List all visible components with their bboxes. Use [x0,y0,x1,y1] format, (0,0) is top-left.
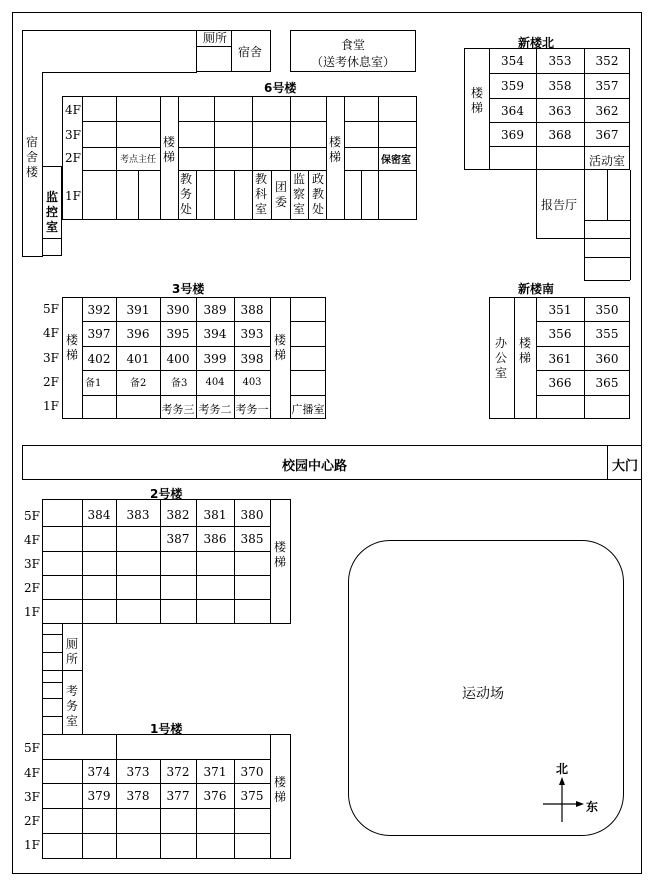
b3-line [290,370,326,371]
b3-room: 398 [240,352,264,366]
bs-line [536,370,630,371]
bn-room: 368 [548,128,572,142]
link-line [42,624,43,734]
link-line [62,624,63,734]
b2-floor: 2F [24,581,40,595]
b3-floor: 3F [43,351,59,365]
b6-jiaoke: 教科室 [254,172,267,216]
connector-line [630,170,631,280]
b2-floor: 4F [24,533,40,547]
b2-line [42,551,270,552]
b1-stair: 楼梯 [273,775,286,804]
b3-room: 397 [87,327,111,341]
b3-room: 394 [203,327,227,341]
b1-title: 1号楼 [150,722,183,736]
bs-office: 办公室 [494,336,507,380]
b2-room: 386 [203,532,227,546]
bs-room: 361 [548,352,572,366]
bn-room: 353 [548,54,572,68]
dorm-left-label: 宿舍楼 [25,135,38,179]
link-line [42,716,62,717]
bn-room: 364 [501,104,524,118]
b6-line [344,121,417,122]
link-line [82,624,83,734]
compass-east: 东 [586,800,599,814]
link-wc: 厕所 [65,637,78,666]
bn-stair: 楼梯 [470,86,483,115]
b3-floor: 5F [43,302,59,316]
b3-room: 388 [240,303,264,317]
b1-room: 374 [87,765,111,779]
b3-room: 402 [87,352,111,366]
bs-room: 355 [595,327,619,341]
b2-room: 387 [166,532,190,546]
b3-floor: 1F [43,399,59,413]
link-line [42,652,62,653]
report-hall: 报告厅 [541,198,578,212]
b2-room: 382 [166,508,190,522]
b3-kaowu1: 考务一 [235,403,269,416]
b3-stair-2: 楼梯 [273,333,286,362]
connector-line [584,238,630,239]
b6-baomi: 保密室 [381,155,411,166]
dorm-line [42,72,197,73]
b3-line [270,297,271,419]
b6-line [234,170,235,220]
b1-room: 379 [87,789,111,803]
b3-line [290,395,326,396]
b6-line [138,170,139,220]
b1-floor: 3F [24,790,40,804]
b6-line [82,170,160,171]
b6-line [344,147,417,148]
bn-room: 367 [595,128,619,142]
canteen-note: （送考休息室） [310,55,395,69]
b3-title: 3号楼 [172,282,205,296]
b2-room: 385 [240,532,264,546]
bn-room: 359 [501,79,524,93]
b1-room: 376 [203,789,227,803]
b3-broadcast: 广播室 [291,403,325,416]
bn-line [489,98,630,99]
b6-line [214,96,215,220]
b6-stair-2: 楼梯 [328,135,341,164]
b1-room: 375 [240,789,264,803]
b1-line [270,734,271,859]
bs-room: 360 [595,352,619,366]
b2-line [42,575,270,576]
dorm-line [22,30,197,31]
bn-room: 363 [548,104,572,118]
b6-line [290,96,291,220]
connector-line [584,280,630,281]
b2-room: 383 [126,508,150,522]
sports-field-label: 运动场 [462,686,504,702]
b1-floor: 2F [24,814,40,828]
road-label: 校园中心路 [282,459,348,474]
b6-line [116,96,117,220]
top-wc-label: 厕所 [203,31,228,45]
b6-line [196,170,197,220]
bs-room: 350 [595,303,619,317]
bs-title: 新楼南 [518,282,555,296]
b6-line [361,170,362,220]
b3-room: 399 [203,352,227,366]
canteen-label: 食堂 [340,38,365,52]
bn-room: 369 [501,128,524,142]
bn-room: 352 [595,54,619,68]
b3-room: 396 [126,327,150,341]
bn-room: 357 [595,79,619,93]
b2-stair: 楼梯 [273,540,286,569]
b6-zhengjiao: 政教处 [311,172,324,216]
b1-line [42,783,270,784]
b1-room: 373 [126,765,150,779]
b6-floor-1f: 1F [65,189,81,203]
b3-line [82,321,270,322]
link-exam: 考务室 [65,684,78,728]
b3-room: 389 [203,303,227,317]
report-line [536,170,537,238]
top-wc-box [196,46,232,72]
b2-floor: 5F [24,509,40,523]
bn-activity: 活动室 [588,154,625,168]
b6-line [344,170,417,171]
bn-room: 358 [548,79,572,93]
b6-line [271,170,272,220]
b1-floor: 5F [24,741,40,755]
b3-room: 390 [166,303,190,317]
b1-line [42,833,270,834]
b6-line [82,121,160,122]
bs-room: 351 [548,303,572,317]
b3-line [82,346,270,347]
b1-room: 372 [166,765,190,779]
b6-line [82,147,160,148]
b6-kaodian: 考点主任 [120,155,157,165]
b1-floor: 4F [24,766,40,780]
b3-room: 备3 [171,378,188,389]
b1-room: 371 [203,765,227,779]
connector-line [584,220,630,221]
bn-line [489,122,630,123]
link-line [42,634,62,635]
b3-floor: 2F [43,375,59,389]
b1-room: 370 [240,765,264,779]
link-line [42,670,82,671]
top-dorm-label: 宿舍 [238,45,263,59]
bs-room: 356 [548,327,572,341]
report-line [536,238,584,239]
connector-line [584,220,585,280]
b6-line [308,170,309,220]
b3-stair-1: 楼梯 [65,333,78,362]
b2-room: 384 [87,508,111,522]
bs-room: 365 [595,376,619,390]
b3-line [82,370,270,371]
b3-room: 400 [166,352,190,366]
bn-line [489,146,630,147]
b2-line [270,499,271,624]
link-line [42,698,62,699]
b1-room: 377 [166,789,190,803]
compass-north: 北 [556,762,569,776]
b2-floor: 1F [24,605,40,619]
monitor-label: 监控室 [45,190,58,234]
b1-line [42,808,270,809]
monitor-divider [42,238,62,239]
b6-line [160,96,161,220]
b3-line [290,321,326,322]
b3-room: 401 [126,352,150,366]
b3-room: 391 [126,303,150,317]
bs-line [536,395,630,396]
b6-title: 6号楼 [264,81,297,95]
dorm-line [22,256,42,257]
b3-room: 备1 [85,378,102,389]
b3-room: 395 [166,327,190,341]
b3-room: 393 [240,327,264,341]
b2-line [42,599,270,600]
b6-floor-2f: 2F [65,151,81,165]
link-line [42,682,62,683]
bn-line [489,73,630,74]
b6-line [252,96,253,220]
dorm-line [22,30,23,257]
b3-kaowu2: 考务二 [198,403,232,416]
b6-line [82,96,83,220]
b2-title: 2号楼 [150,487,183,501]
bs-stair: 楼梯 [518,336,531,365]
b6-line [378,96,379,220]
b3-floor: 4F [43,326,59,340]
bn-room: 354 [501,54,524,68]
b1-line [42,759,270,760]
b3-line [290,346,326,347]
bs-line [536,346,630,347]
b3-room: 392 [87,303,111,317]
b6-jiancha: 监察室 [292,172,305,216]
b3-kaowu3: 考务三 [161,403,195,416]
b1-floor: 1F [24,838,40,852]
b6-jiaowu: 教务处 [179,172,192,216]
b3-room: 备2 [130,378,147,389]
bs-line [514,297,515,419]
b2-floor: 3F [24,557,40,571]
compass-arrows-icon [536,775,586,825]
b2-line [42,526,270,527]
b6-floor-3f: 3F [65,128,81,142]
b1-room: 378 [126,789,150,803]
bn-room: 362 [595,104,619,118]
b6-line [326,96,327,220]
b2-room: 381 [203,508,227,522]
b3-room: 403 [242,377,262,388]
bn-title: 新楼北 [518,36,555,50]
bs-line [536,321,630,322]
b2-room: 380 [240,508,264,522]
b6-stair-1: 楼梯 [162,135,175,164]
b3-room: 404 [205,377,225,388]
connector-line [607,170,608,220]
gate-label: 大门 [612,459,639,474]
b6-line [344,96,345,220]
b3-line [82,395,270,396]
b6-tuanwei: 团委 [274,180,287,209]
b6-floor-4f: 4F [65,103,81,117]
connector-line [584,257,630,258]
bs-room: 366 [548,376,572,390]
